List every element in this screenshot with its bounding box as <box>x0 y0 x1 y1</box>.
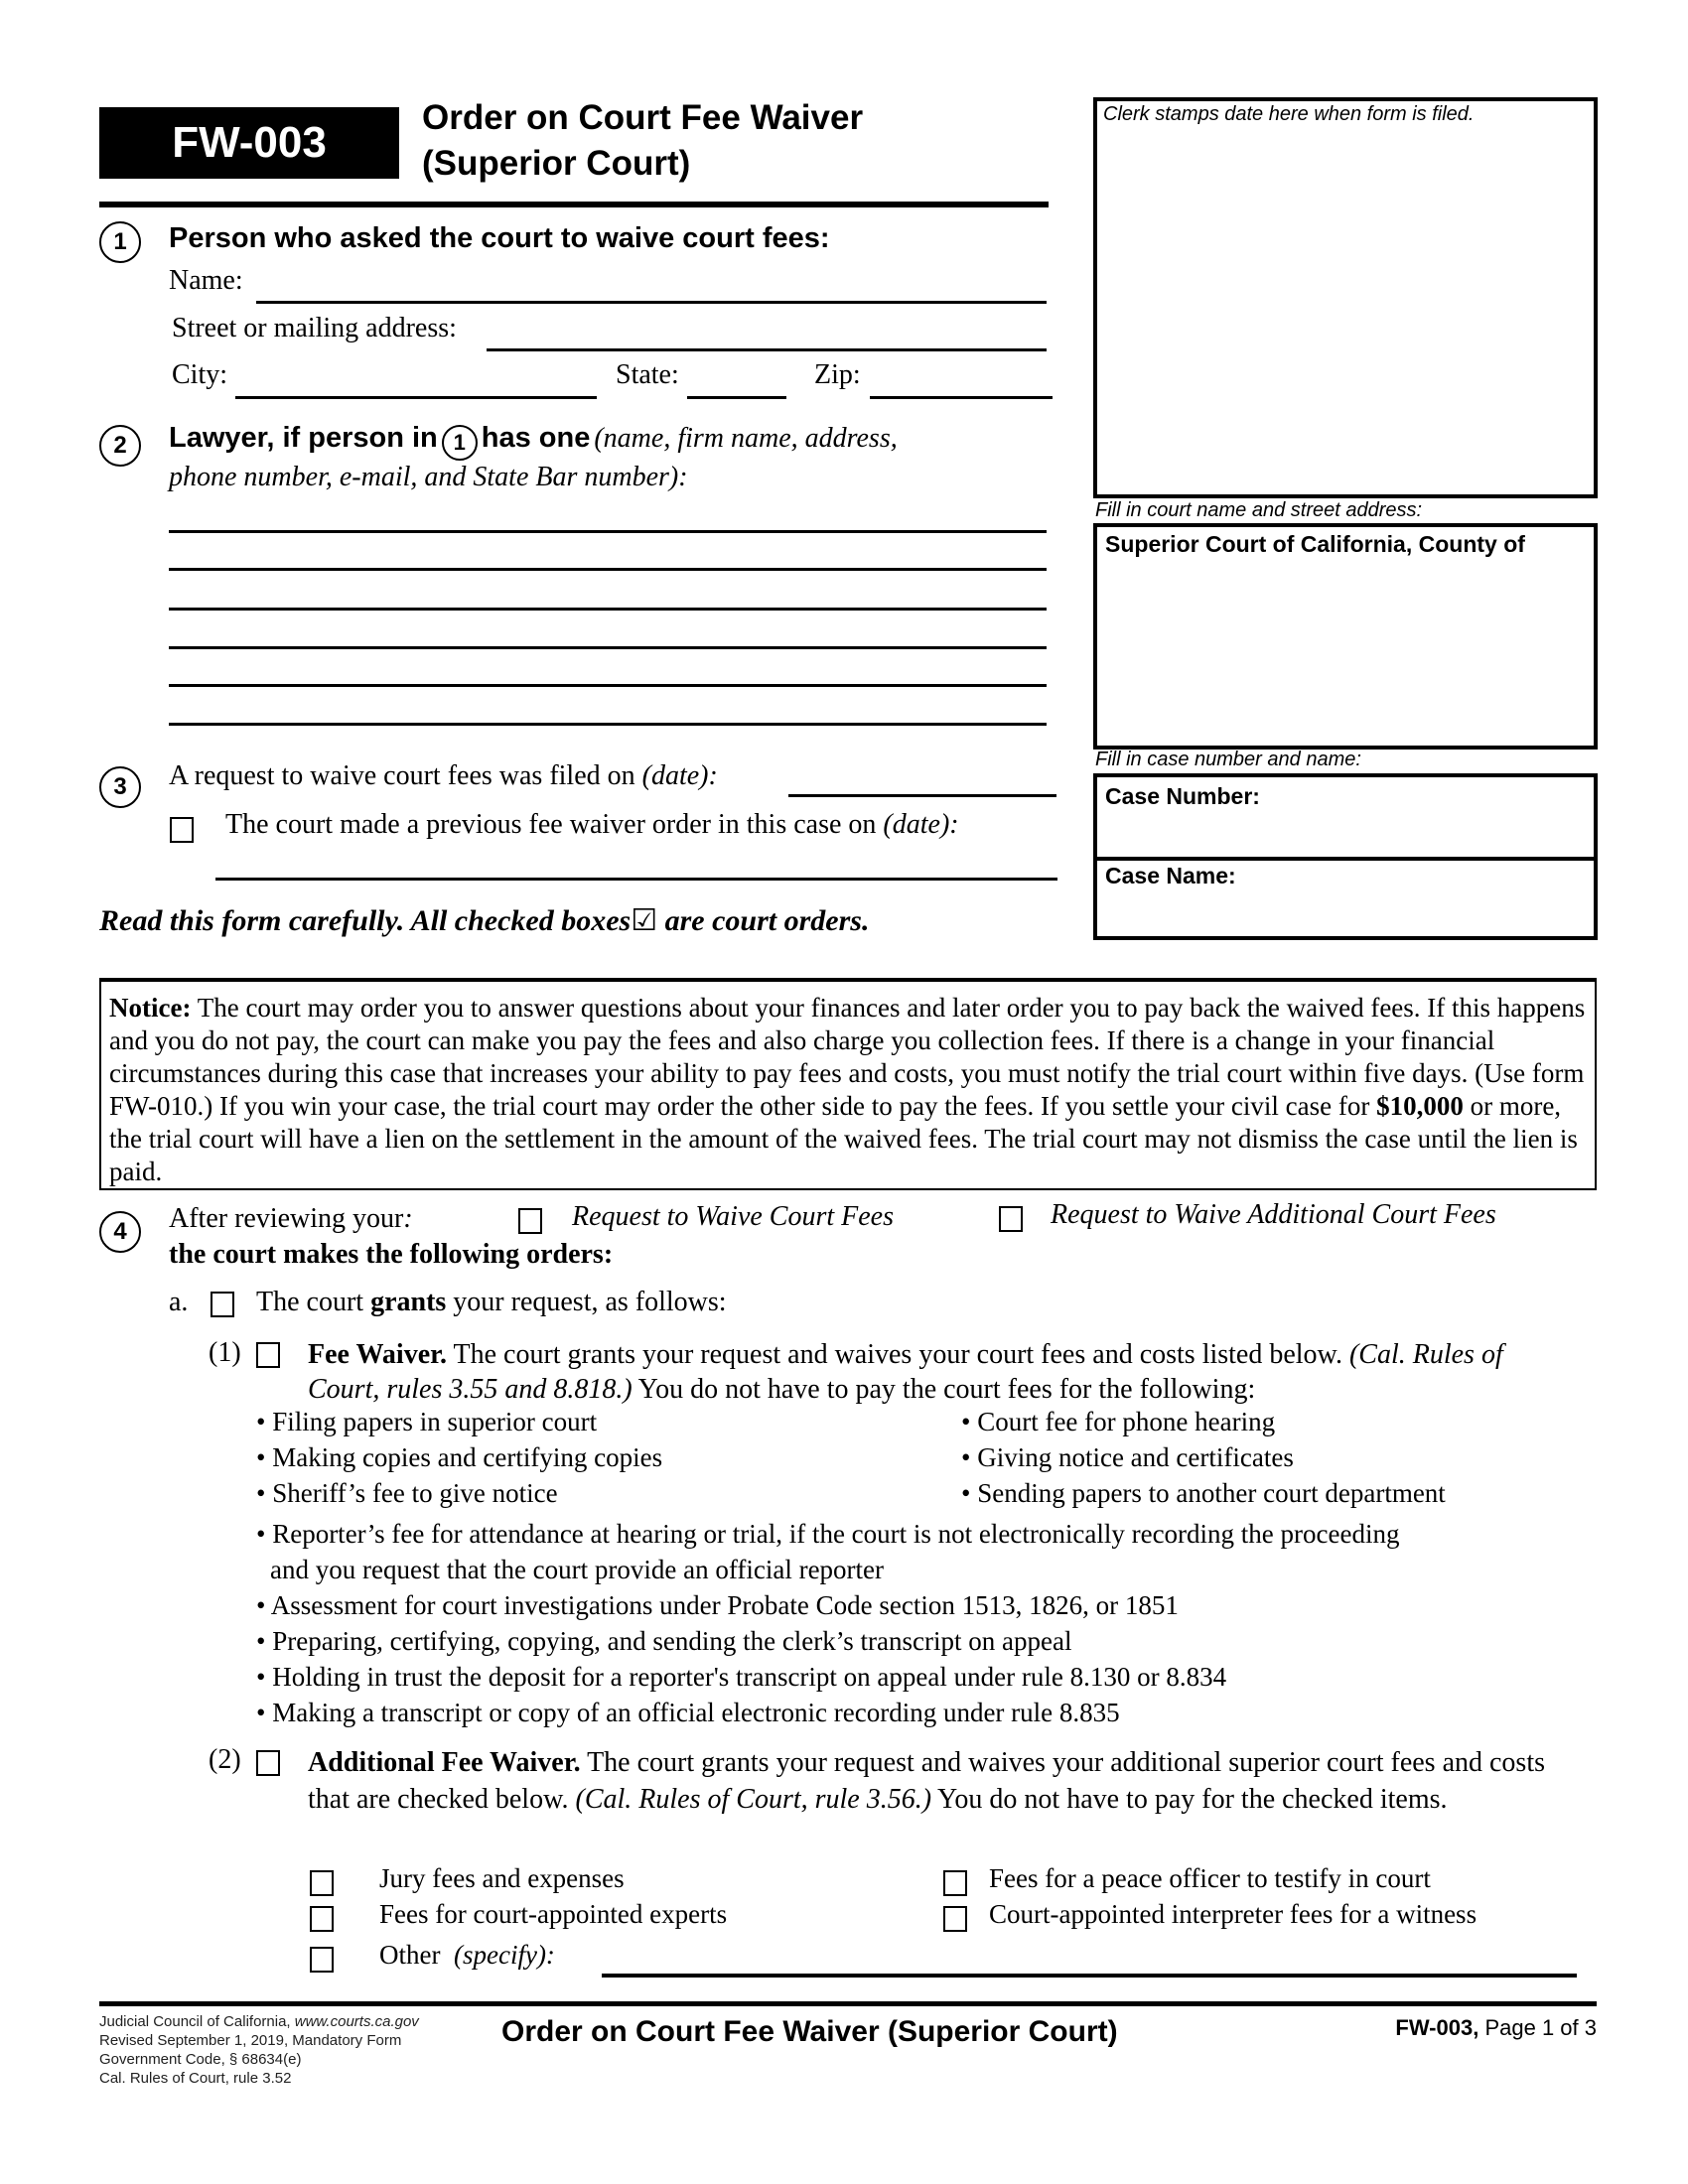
case-box-label: Fill in case number and name: <box>1095 749 1361 770</box>
fee-list-left <box>256 1404 662 1511</box>
fee-item: • Assessment for court investigations under Probate Code section 1513, 1826, or 1851 <box>256 1590 1179 1620</box>
notice-label: Notice: <box>109 993 192 1023</box>
fee-item: • Court fee for phone hearing <box>961 1407 1276 1436</box>
checked-box-icon: ☑ <box>631 903 658 938</box>
footer-form-id: FW-003, <box>1395 2015 1479 2040</box>
case-number-field[interactable] <box>1097 777 1594 861</box>
peace-officer-fees-label: Fees for a peace officer to testify in court <box>989 1863 1431 1893</box>
order-a-label: a. <box>169 1287 189 1317</box>
order-a-checkbox[interactable] <box>211 1292 234 1317</box>
jury-fees-label: Jury fees and expenses <box>379 1863 625 1893</box>
section-2-hint-line2: phone number, e-mail, and State Bar number): <box>169 462 688 492</box>
request-waive-additional-checkbox[interactable] <box>999 1206 1023 1232</box>
state-input[interactable] <box>687 396 786 399</box>
lawyer-line-5[interactable] <box>169 684 1047 687</box>
after-reviewing-text <box>169 1203 413 1235</box>
lawyer-line-3[interactable] <box>169 608 1047 611</box>
fee-waiver-text <box>308 1337 1569 1407</box>
additional-fee-waiver-cite: (Cal. Rules of Court, rule 3.56.) <box>575 1784 932 1815</box>
item-2-label: (2) <box>209 1744 241 1775</box>
lawyer-line-4[interactable] <box>169 646 1047 649</box>
interpreter-fees-label: Court-appointed interpreter fees for a witness <box>989 1899 1477 1929</box>
lawyer-line-1[interactable] <box>169 530 1047 533</box>
orders-heading: the court makes the following orders: <box>169 1239 614 1270</box>
request-waive-fees-checkbox[interactable] <box>518 1208 542 1234</box>
fee-item: • Making a transcript or copy of an official electronic recording under rule 8.835 <box>256 1698 1120 1727</box>
lawyer-line-6[interactable] <box>169 723 1047 726</box>
instruction-text-b: are court orders. <box>664 904 870 937</box>
lawyer-line-2[interactable] <box>169 568 1047 571</box>
case-number-label: Case Number: <box>1105 783 1260 809</box>
notice-body-b: or more, the trial court will have a lien on the settlement in the amount of the waived fees. The trial court may not dismiss the case until the lien is paid. <box>109 1091 1578 1186</box>
fee-item: • Reporter’s fee for attendance at hearing or trial, if the court is not electronically recording the proceeding <box>256 1519 1400 1549</box>
address-input[interactable] <box>487 348 1047 351</box>
order-a-text-post: your request, as follows: <box>446 1287 727 1317</box>
peace-officer-fees-checkbox[interactable] <box>943 1870 967 1896</box>
fee-item: • Sheriff’s fee to give notice <box>256 1478 558 1508</box>
fee-waiver-title: Fee Waiver. <box>308 1339 447 1370</box>
header-divider <box>99 202 1049 207</box>
interpreter-fees-checkbox[interactable] <box>943 1906 967 1932</box>
fee-waiver-desc2: You do not have to pay the court fees for the following: <box>632 1374 1256 1405</box>
form-title-line2: (Superior Court) <box>422 144 691 183</box>
after-reviewing-label: After reviewing your <box>169 1203 404 1234</box>
fee-item: • Filing papers in superior court <box>256 1407 598 1436</box>
name-input[interactable] <box>256 301 1047 304</box>
footer-divider <box>99 2001 1597 2006</box>
footer-left <box>99 2012 419 2088</box>
other-fees-hint: (specify): <box>453 1940 555 1970</box>
form-id-badge: FW-003 <box>99 107 399 179</box>
fee-waiver-cite: (Cal. Rules of Court, rules 3.55 and 8.818.) <box>308 1339 1503 1405</box>
fee-list-right <box>961 1404 1446 1511</box>
city-label: City: <box>172 359 228 390</box>
additional-fee-waiver-desc2: You do not have to pay for the checked items. <box>931 1784 1448 1815</box>
previous-order-label: The court made a previous fee waiver order in this case on <box>225 809 877 840</box>
court-name-value: Superior Court of California, County of <box>1105 531 1525 557</box>
footer-page <box>1395 2015 1597 2041</box>
previous-order-checkbox[interactable] <box>170 817 194 843</box>
fee-waiver-checkbox[interactable] <box>256 1342 280 1368</box>
request-waive-fees-label: Request to Waive Court Fees <box>572 1201 895 1232</box>
form-title <box>422 95 863 187</box>
section-2-heading <box>169 422 898 461</box>
footer-publisher: Judicial Council of California, www.courts.ca.gov <box>99 2013 419 2030</box>
clerk-stamp-label: Clerk stamps date here when form is filed. <box>1103 103 1475 125</box>
experts-fees-label: Fees for court-appointed experts <box>379 1899 728 1929</box>
section-4-number: 4 <box>99 1211 141 1253</box>
section-1-number: 1 <box>99 221 141 263</box>
fee-item: • Preparing, certifying, copying, and sending the clerk’s transcript on appeal <box>256 1626 1072 1656</box>
previous-order-hint: (date): <box>883 809 959 840</box>
other-fees-text <box>379 1940 555 1971</box>
after-reviewing-colon: : <box>403 1203 413 1234</box>
other-fees-input[interactable] <box>602 1974 1577 1978</box>
fee-item: • Holding in trust the deposit for a reporter's transcript on appeal under rule 8.130 or 8.834 <box>256 1662 1227 1692</box>
section-1-reference: 1 <box>442 425 478 461</box>
state-label: State: <box>616 359 679 390</box>
court-name-box[interactable] <box>1093 523 1598 750</box>
section-3-number: 3 <box>99 766 141 808</box>
section-2-hint-line1: (name, firm name, address, <box>594 423 898 454</box>
order-a-text-bold: grants <box>370 1287 447 1317</box>
section-2-heading-a: Lawyer, if person in <box>169 422 438 454</box>
zip-input[interactable] <box>870 396 1053 399</box>
instruction-text-a: Read this form carefully. All checked boxes <box>99 904 632 937</box>
fee-item-continued: and you request that the court provide an official reporter <box>270 1555 885 1584</box>
jury-fees-checkbox[interactable] <box>310 1870 334 1896</box>
notice-body-a: The court may order you to answer questions about your finances and later order you to pay back the waived fees. If this happens and you do not pay, the court can make you pay the fees and also charge you collection fees. If there is a change in your financial circumstances during this case that increases your ability to pay fees and costs, you must notify the trial court within five days. (Use form FW-010.) If you win your case, the trial court may order the other side to pay the fees. If you settle your civil case for <box>109 993 1586 1121</box>
court-box-label: Fill in court name and street address: <box>1095 499 1423 521</box>
footer-page-number: Page 1 of 3 <box>1478 2015 1597 2040</box>
filed-date-hint: (date): <box>641 760 718 791</box>
notice-box <box>99 978 1597 1190</box>
additional-fee-waiver-desc: The court grants your request and waives your additional superior court fees and costs that are checked below. <box>308 1747 1546 1815</box>
clerk-stamp-box[interactable] <box>1093 97 1598 498</box>
zip-label: Zip: <box>814 359 861 390</box>
other-fees-checkbox[interactable] <box>310 1947 334 1973</box>
case-info-box <box>1093 773 1598 940</box>
case-name-label: Case Name: <box>1105 863 1236 888</box>
filed-date-label: A request to waive court fees was filed on <box>169 760 635 791</box>
section-1-heading: Person who asked the court to waive court fees: <box>169 222 830 254</box>
filed-date-input[interactable] <box>788 794 1056 797</box>
city-input[interactable] <box>235 396 597 399</box>
instruction-text <box>99 903 869 938</box>
request-waive-additional-label: Request to Waive Additional Court Fees <box>1051 1199 1496 1230</box>
fee-item: • Sending papers to another court department <box>961 1478 1446 1508</box>
footer-rules: Cal. Rules of Court, rule 3.52 <box>99 2070 292 2087</box>
order-a-text-pre: The court <box>256 1287 371 1317</box>
fee-item: • Giving notice and certificates <box>961 1442 1294 1472</box>
additional-fee-waiver-checkbox[interactable] <box>256 1750 280 1776</box>
previous-order-date-input[interactable] <box>215 878 1057 881</box>
section-2-heading-b: has one <box>481 422 591 454</box>
notice-amount: $10,000 <box>1376 1091 1464 1121</box>
section-2-number: 2 <box>99 425 141 467</box>
footer-title: Order on Court Fee Waiver (Superior Court) <box>501 2015 1118 2048</box>
footer-gov-code: Government Code, § 68634(e) <box>99 2051 302 2068</box>
case-name-field[interactable] <box>1097 861 1594 936</box>
footer-revised: Revised September 1, 2019, Mandatory Form <box>99 2032 402 2049</box>
additional-fee-waiver-title: Additional Fee Waiver. <box>308 1747 581 1778</box>
filed-date-text <box>169 760 718 792</box>
form-title-line1: Order on Court Fee Waiver <box>422 98 864 137</box>
order-a-text <box>256 1287 727 1318</box>
additional-fee-waiver-text <box>308 1744 1569 1818</box>
previous-order-text <box>225 809 959 841</box>
footer-website-link[interactable]: www.courts.ca.gov <box>294 2013 419 2030</box>
experts-fees-checkbox[interactable] <box>310 1906 334 1932</box>
other-fees-label: Other <box>379 1940 441 1970</box>
item-1-label: (1) <box>209 1337 241 1368</box>
name-label: Name: <box>169 265 243 296</box>
address-label: Street or mailing address: <box>172 313 457 343</box>
fee-waiver-desc: The court grants your request and waives your court fees and costs listed below. <box>446 1339 1349 1370</box>
fee-item: • Making copies and certifying copies <box>256 1442 663 1472</box>
fee-list-full <box>256 1516 1399 1730</box>
